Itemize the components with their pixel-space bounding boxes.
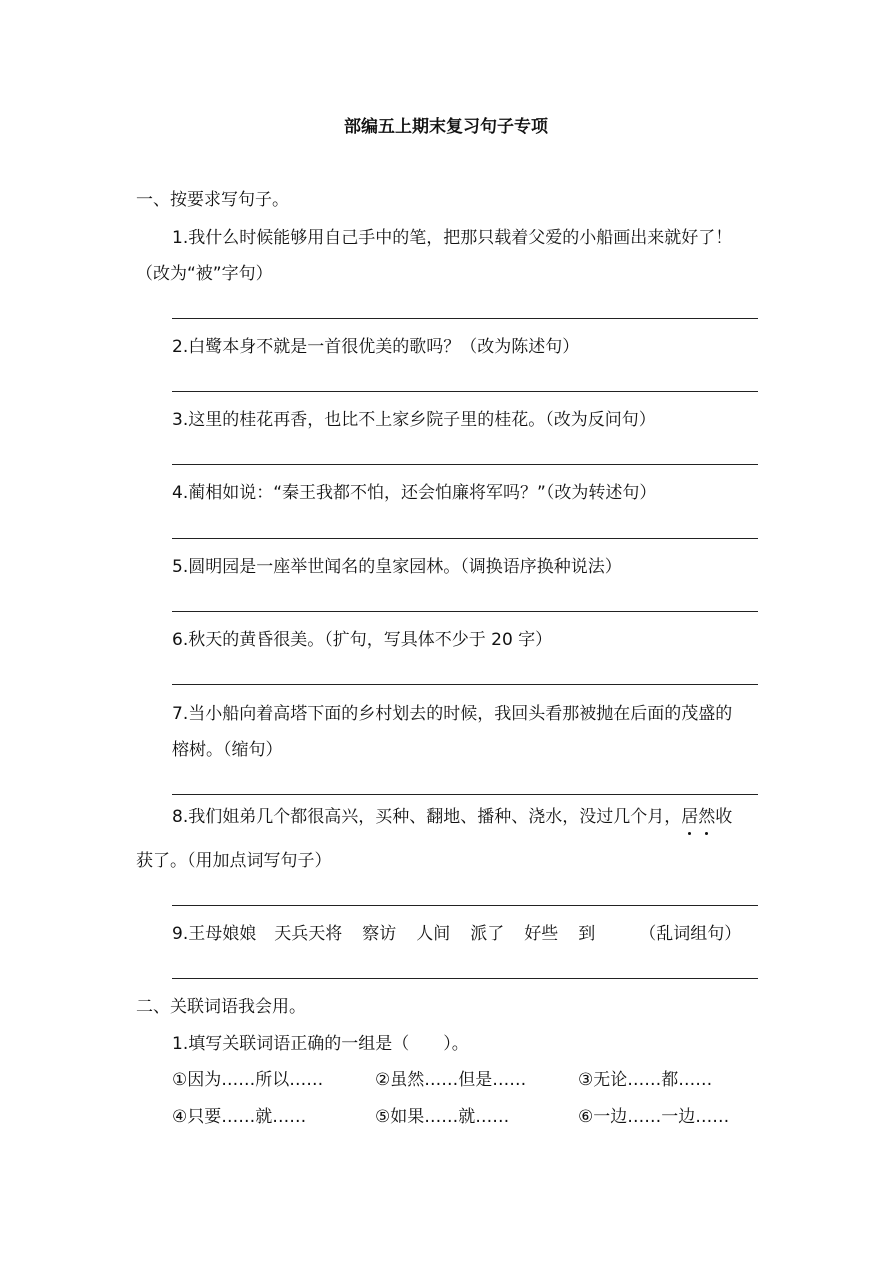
question-9-note: （乱词组句） [639,924,742,944]
answer-line-4[interactable] [172,538,758,539]
page-title: 部编五上期末复习句子专项 [344,117,548,137]
question-8-text-pre: 8.我们姐弟几个都很高兴，买种、翻地、播种、浇水，没过几个月， [172,807,682,827]
option-3: ③无论……都…… [578,1070,713,1090]
answer-line-3[interactable] [172,464,758,465]
question-7-line-1: 7.当小船向着高塔下面的乡村划去的时候，我回头看那被抛在后面的茂盛的 [172,704,733,724]
question-2-text: 2.白鹭本身不就是一首很优美的歌吗？（改为陈述句） [172,337,580,357]
option-5: ⑤如果……就…… [375,1107,510,1127]
question-9-text [172,923,741,945]
word-4: 人间 [416,924,451,944]
answer-line-1[interactable] [172,318,758,319]
option-4: ④只要……就…… [172,1107,307,1127]
question-8-text-post: 收 [715,807,733,827]
section-heading-1: 一、按要求写句子。 [136,190,289,210]
word-5: 派了 [470,924,505,944]
question-7-line-2: 榕树。（缩句） [172,740,283,760]
answer-line-8[interactable] [172,905,758,906]
dotted-character-2: 然 [698,807,716,827]
dotted-character-1: 居 [681,807,699,827]
option-1: ①因为……所以…… [172,1070,324,1090]
section-heading-2: 二、关联词语我会用。 [136,997,306,1017]
question-1-text: 1.我什么时候能够用自己手中的笔，把那只载着父爱的小船画出来就好了！ [172,228,733,248]
question-8-line-2: 获了。（用加点词写句子） [136,851,332,871]
option-2: ②虽然……但是…… [375,1070,527,1090]
word-1: 王母娘娘 [188,924,257,944]
question-3-text: 3.这里的桂花再香，也比不上家乡院子里的桂花。（改为反问句） [172,410,656,430]
answer-line-5[interactable] [172,611,758,612]
question-6-text: 6.秋天的黄昏很美。（扩句，写具体不少于 20 字） [172,630,553,650]
question-8-line-1 [172,806,732,828]
word-3: 察访 [362,924,397,944]
question-4-text: 4.蔺相如说：“秦王我都不怕，还会怕廉将军吗？”（改为转述句） [172,483,657,503]
option-6: ⑥一边……一边…… [578,1107,730,1127]
question-1-note: （改为“被”字句） [136,264,273,284]
answer-line-7[interactable] [172,794,758,795]
answer-line-9[interactable] [172,978,758,979]
answer-line-6[interactable] [172,684,758,685]
question-5-text: 5.圆明园是一座举世闻名的皇家园林。（调换语序换种说法） [172,557,622,577]
answer-line-2[interactable] [172,391,758,392]
question-9-prefix: 9. [172,924,189,944]
section-2-question-1: 1.填写关联词语正确的一组是（ ）。 [172,1034,469,1054]
word-2: 天兵天将 [274,924,343,944]
word-7: 到 [578,924,596,944]
word-6: 好些 [524,924,559,944]
